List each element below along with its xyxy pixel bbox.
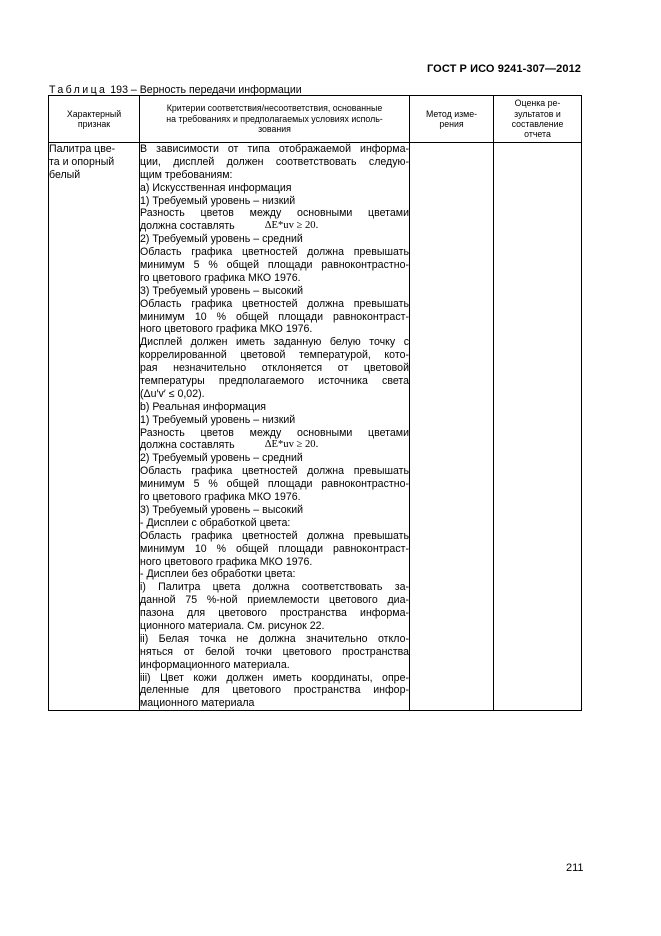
criteria-line: ii) Белая точка не должна значительно откло- xyxy=(140,632,409,645)
formula: ΔE*uv ≥ 20. xyxy=(264,220,319,232)
criteria-line: го цветового графика МКО 1976. xyxy=(140,491,301,504)
criteria-line: минимум 5 % общей площади равноконтрастно- xyxy=(140,259,409,272)
criteria-line: рая незначительно отклоняется от цветовой xyxy=(140,362,409,375)
table-caption-title: 193 – Верность передачи информации xyxy=(107,84,302,96)
criteria-line: ного цветового графика МКО 1976. xyxy=(140,555,313,568)
criteria-line: а) Искусственная информация xyxy=(140,181,292,194)
criteria-line: Область графика цветностей должна превышать xyxy=(140,297,409,310)
criteria-line: 1) Требуемый уровень – низкий xyxy=(140,194,296,207)
header-evaluation xyxy=(494,96,582,143)
criteria-line: - Дисплеи с обработкой цвета: xyxy=(140,516,291,529)
criteria-line: информационного материала. xyxy=(140,658,290,671)
header-line: Критерии соответствия/несоответствия, основанные xyxy=(166,103,383,114)
criteria-line: няться от белой точки цветового пространства xyxy=(140,645,409,658)
criteria-line: пазона для цветового пространства информа- xyxy=(140,607,409,620)
criteria-line: 3) Требуемый уровень – высокий xyxy=(140,284,304,297)
header-line: признак xyxy=(77,119,111,129)
criteria-line: В зависимости от типа отображаемой информа- xyxy=(140,143,409,155)
formula: ΔE*uv ≥ 20. xyxy=(264,439,319,451)
header-line: Оценка ре- xyxy=(514,98,561,109)
criteria-line: 2) Требуемый уровень – средний xyxy=(140,452,303,465)
feature-line: та и опорный xyxy=(49,155,115,168)
header-line: составление xyxy=(511,119,564,129)
criteria-line: i) Палитра цвета должна соответствовать за- xyxy=(140,581,409,594)
criteria-line: Область графика цветностей должна превышать xyxy=(140,246,409,259)
criteria-line-text: должна составлять xyxy=(140,220,235,233)
criteria-line: ного цветового графика МКО 1976. xyxy=(140,323,313,336)
criteria-line-text: должна составлять xyxy=(140,439,235,452)
criteria-line: мационного материала xyxy=(140,697,255,710)
feature-line: белый xyxy=(49,168,81,181)
feature-line: Палитра цве- xyxy=(49,143,116,155)
criteria-line: Разность цветов между основными цветами xyxy=(140,426,409,439)
header-line: на требованиях и предполагаемых условиях исполь- xyxy=(166,113,383,124)
document-id-header: ГОСТ Р ИСО 9241-307—2012 xyxy=(426,63,581,75)
criteria-line: ционного материала. См. рисунок 22. xyxy=(140,619,325,632)
header-line: зультатов и xyxy=(514,108,561,119)
header-line: Метод изме- xyxy=(425,108,478,119)
criteria-line: ции, дисплей должен соответствовать следую- xyxy=(140,155,409,168)
header-method xyxy=(410,96,494,143)
criteria-line: Область графика цветностей должна превышать xyxy=(140,465,409,478)
criteria-line: коррелированной цветовой температурой, кото- xyxy=(140,349,409,362)
feature-cell xyxy=(49,143,140,711)
criteria-line: Дисплей должен иметь заданную белую точку с xyxy=(140,336,409,349)
criteria-cell xyxy=(140,143,410,711)
criteria-line: 2) Требуемый уровень – средний xyxy=(140,233,303,246)
header-feature xyxy=(49,96,140,143)
criteria-line xyxy=(140,220,409,233)
criteria-line: го цветового графика МКО 1976. xyxy=(140,271,301,284)
table-row xyxy=(49,143,582,711)
criteria-line: минимум 10 % общей площади равноконтраст- xyxy=(140,310,409,323)
criteria-line: щим требованиям: xyxy=(140,168,233,181)
page-number: 211 xyxy=(566,862,584,874)
header-line: зования xyxy=(258,124,291,135)
header-line: отчета xyxy=(524,129,551,140)
header-criteria xyxy=(140,96,410,143)
criteria-line: температуры предполагаемого источника света xyxy=(140,375,409,388)
header-line: рения xyxy=(439,119,464,129)
method-cell xyxy=(410,143,494,711)
criteria-line: деленные для цветового пространства инфор- xyxy=(140,684,409,697)
criteria-line: iii) Цвет кожи должен иметь координаты, опре- xyxy=(140,671,409,684)
header-line: Характерный xyxy=(66,108,122,119)
criteria-line: Разность цветов между основными цветами xyxy=(140,207,409,220)
criteria-line: (Δu′v′ ≤ 0,02). xyxy=(140,387,205,400)
criteria-line xyxy=(140,439,409,452)
criteria-line: - Дисплеи без обработки цвета: xyxy=(140,568,296,581)
criteria-line: 3) Требуемый уровень – высокий xyxy=(140,503,304,516)
criteria-line: Область графика цветностей должна превышать xyxy=(140,529,409,542)
criteria-line: b) Реальная информация xyxy=(140,400,267,413)
table-header-row xyxy=(49,96,582,143)
requirements-table xyxy=(48,95,582,711)
table-caption-label: Таблица xyxy=(49,84,108,96)
evaluation-cell xyxy=(494,143,582,711)
criteria-line: минимум 5 % общей площади равноконтрастно- xyxy=(140,478,409,491)
criteria-line: данной 75 %-ной приемлемости цветового диа- xyxy=(140,594,409,607)
criteria-line: минимум 10 % общей площади равноконтраст- xyxy=(140,542,409,555)
criteria-line: 1) Требуемый уровень – низкий xyxy=(140,413,296,426)
